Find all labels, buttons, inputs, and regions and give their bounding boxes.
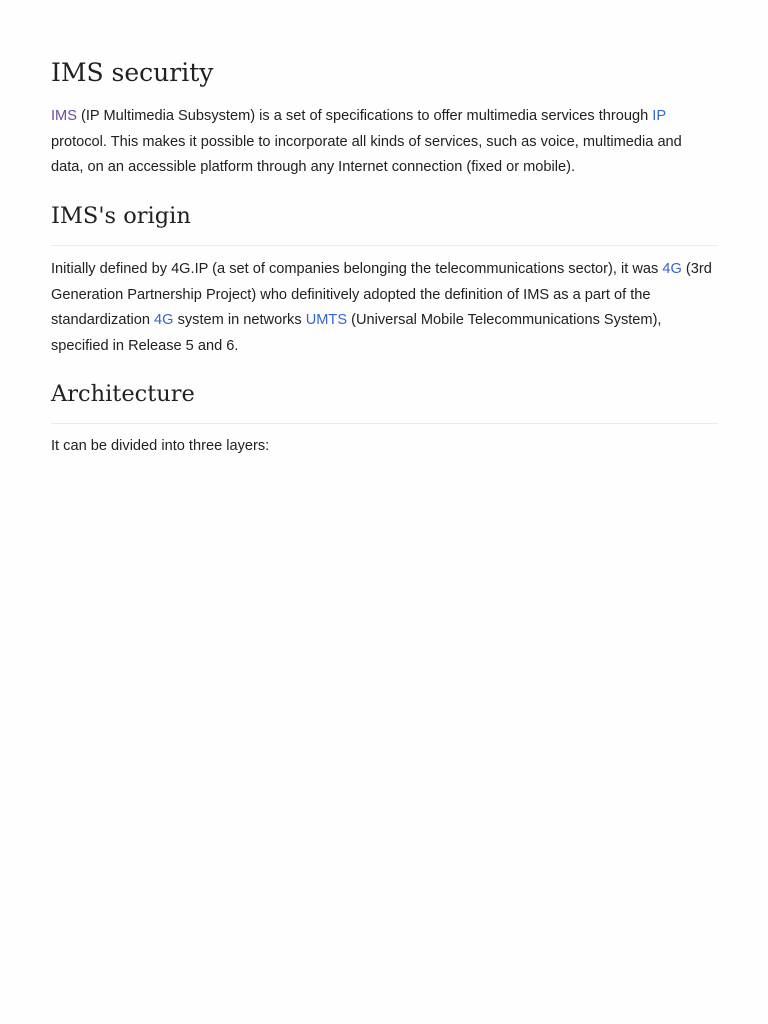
origin-text-2: (3rd Generation Partnership Project) who definitively adopted the definition of IMS as a part of the standardization bbox=[51, 261, 712, 328]
4g-link-1[interactable]: 4G bbox=[662, 261, 682, 277]
origin-paragraph bbox=[51, 257, 718, 359]
heading-divider-origin bbox=[51, 245, 718, 246]
origin-text-3: system in networks bbox=[173, 312, 306, 328]
origin-text-1: Initially defined by 4G.IP (a set of companies belonging the telecommunications sector), it was bbox=[51, 261, 663, 277]
4g-link-2[interactable]: 4G bbox=[154, 312, 174, 328]
intro-paragraph bbox=[51, 104, 718, 181]
architecture-text-1: It can be divided into three layers: bbox=[51, 438, 270, 454]
intro-text-2: protocol. This makes it possible to incorporate all kinds of services, such as voice, multimedia and data, on an accessible platform through any Internet connection (fixed or mobile). bbox=[51, 133, 682, 175]
heading-divider-architecture bbox=[51, 423, 718, 424]
section-heading-origin: IMS's origin bbox=[51, 203, 191, 229]
ip-link[interactable]: IP bbox=[652, 108, 666, 124]
intro-text-1: (IP Multimedia Subsystem) is a set of specifications to offer multimedia services through bbox=[76, 108, 653, 124]
architecture-paragraph bbox=[51, 434, 718, 460]
ims-link[interactable]: IMS bbox=[51, 108, 77, 124]
page-title: IMS security bbox=[51, 58, 214, 87]
origin-text-4: (Universal Mobile Telecommunications System), specified in Release 5 and 6. bbox=[51, 312, 662, 354]
umts-link[interactable]: UMTS bbox=[305, 312, 348, 328]
section-heading-architecture: Architecture bbox=[51, 381, 195, 407]
